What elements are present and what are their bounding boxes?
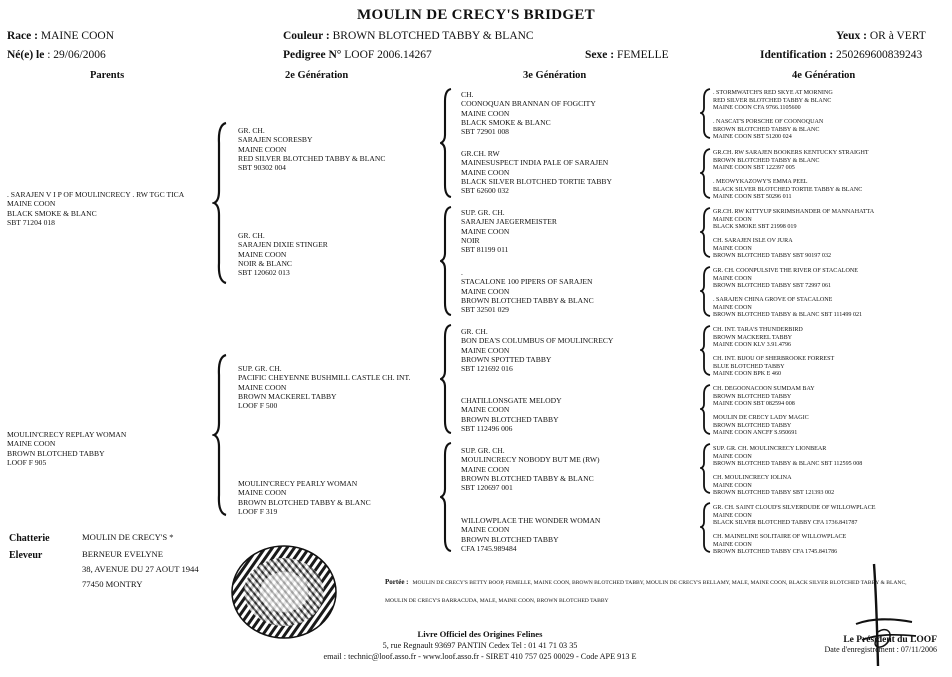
gen3-line: BROWN SPOTTED TABBY — [461, 354, 552, 364]
gen2-line: NOIR & BLANC — [238, 258, 293, 268]
gen4-line: CH. MAINELINE SOLITAIRE OF WILLOWPLACE — [713, 534, 847, 540]
pedigree-number-label: Pedigree N° — [283, 49, 342, 61]
gen3-line: BROWN BLOTCHED TABBY & BLANC — [461, 295, 594, 305]
gen3-line: . — [461, 268, 463, 277]
gen3-line: CH. — [461, 90, 474, 99]
gen4-line: BROWN BLOTCHED TABBY SBT 90197 032 — [713, 253, 832, 260]
gen2-line: LOOF F 500 — [238, 401, 278, 411]
gen4-line: GR. CH. COONPULSIVE THE RIVER OF STACALONE — [713, 268, 858, 274]
pedigree-title: MOULIN DE CRECY'S BRIDGET — [357, 7, 595, 23]
birth-date-value: : 29/06/2006 — [47, 49, 106, 61]
eleveur-address1: 38, AVENUE DU 27 AOUT 1944 — [82, 564, 199, 574]
gen4-line: CH. DEGOONACOON SUMDAM BAY — [713, 386, 815, 392]
footer-org: Livre Officiel des Origines Felines — [417, 629, 543, 639]
gen3-line: SBT 112496 006 — [461, 423, 513, 433]
gen2-line: LOOF F 319 — [238, 506, 278, 516]
gen3-line: SUP. GR. CH. — [461, 446, 505, 455]
gen2-line: SARAJEN SCORESBY — [238, 135, 313, 145]
gen3-line: MAINE COON — [461, 167, 510, 177]
gen4-line: MAINE COON SBT 51200 024 — [713, 134, 792, 141]
gen2-line: MAINE COON — [238, 382, 287, 392]
gen4-line: BROWN BLOTCHED TABBY — [713, 393, 792, 400]
gen4-line: MAINE COON — [713, 216, 752, 223]
gen4-line: . STORMWATCH'S RED SKYE AT MORNING — [713, 90, 833, 96]
birth-date-field — [7, 49, 106, 61]
gen4-line: BLUE BLOTCHED TABBY — [713, 363, 785, 370]
gen4-line: BROWN MACKEREL TABBY — [713, 334, 793, 341]
gen3-line: WILLOWPLACE THE WONDER WOMAN — [461, 516, 601, 525]
gen4-line: BROWN BLOTCHED TABBY SBT 121393 002 — [713, 490, 835, 497]
gen3-line: NOIR — [461, 235, 480, 245]
gen2-line: GR. CH. — [238, 126, 265, 135]
column-header-gen2: 2e Génération — [285, 70, 349, 81]
sire-line: MAINE COON — [7, 199, 56, 209]
eleveur-name: BERNEUR EVELYNE — [82, 549, 164, 559]
birth-date-label: Né(e) le — [7, 49, 45, 61]
gen4-line: BLACK SILVER BLOTCHED TABBY CFA 1736.841787 — [713, 520, 858, 527]
gen3-line: SARAJEN JAEGERMEISTER — [461, 217, 557, 227]
gen3-line: BLACK SMOKE & BLANC — [461, 117, 551, 127]
gen4-line: MAINE COON CFA 9766.1105600 — [713, 105, 801, 112]
gen3-line: GR. CH. — [461, 327, 488, 336]
gen2-line: MAINE COON — [238, 144, 287, 154]
gen4-line: MAINE COON ANCFF S.950691 — [713, 430, 798, 437]
gen3-line: SBT 72901 008 — [461, 127, 509, 137]
gen3-entry — [461, 446, 600, 492]
gen3-entry — [461, 208, 557, 254]
gen4-line: BLACK SMOKE SBT 21998 019 — [713, 224, 797, 231]
gen4-entry — [713, 415, 809, 438]
portee-label: Portée : — [385, 578, 409, 586]
gen3-line: SBT 120697 001 — [461, 483, 513, 493]
sire-line: . SARAJEN V I P OF MOULINCRECY . RW TGC TICA — [7, 190, 185, 199]
gen2-line: SUP. GR. CH. — [238, 364, 282, 373]
gen4-entry — [713, 150, 869, 173]
identification-label: Identification : — [760, 49, 834, 61]
gen3-entry — [461, 396, 562, 433]
pedigree-braces-gen2 — [212, 83, 232, 575]
couleur-label: Couleur : — [283, 30, 330, 42]
gen2-line: MOULIN'CRECY PEARLY WOMAN — [238, 479, 358, 488]
footer-address: 5, rue Regnault 93697 PANTIN Cedex Tel : 01 41 71 03 35 — [382, 641, 578, 650]
gen4-line: GR.CH. RW KITTYUP SKRIMSHANDER OF MANNAHATTA — [713, 209, 875, 215]
yeux-label: Yeux : — [836, 30, 867, 42]
gen2-entry — [238, 364, 410, 410]
portee-text: MOULIN DE CRECY'S BETTY BOOP, FEMELLE, MAINE COON, BROWN BLOTCHED TABBY, MOULIN DE CRECY'S BELLAMY, MALE, MAINE COON, BLACK SILVER BLOTCHED TABBY & BLANC, MOULIN DE CRECY'S BARRACUDA, MALE, MAINE COON, BROWN BLOTCHED TABBY — [385, 580, 907, 604]
gen4-line: CH. SARAJEN ISLE OV JURA — [713, 238, 793, 244]
sire-entry — [7, 190, 184, 227]
eleveur-block — [82, 547, 199, 592]
gen4-line: MAINE COON SBT 50296 011 — [713, 194, 792, 201]
gen4-line: BROWN BLOTCHED TABBY & BLANC — [713, 126, 820, 133]
identification-field — [760, 49, 922, 61]
gen3-line: SBT 62600 032 — [461, 186, 509, 196]
eleveur-address2: 77450 MONTRY — [82, 579, 143, 589]
gen4-line: RED SILVER BLOTCHED TABBY & BLANC — [713, 97, 832, 104]
chatterie-value: MOULIN DE CRECY'S * — [82, 532, 174, 542]
gen3-line: MAINESUSPECT INDIA PALE OF SARAJEN — [461, 158, 609, 168]
gen4-entry — [713, 386, 815, 409]
gen3-line: BROWN BLOTCHED TABBY — [461, 414, 559, 424]
gen4-line: MAINE COON SBT 082594 008 — [713, 401, 795, 408]
dam-line: LOOF F 905 — [7, 457, 47, 467]
gen2-line: SBT 90302 004 — [238, 163, 286, 173]
gen4-line: BROWN BLOTCHED TABBY — [713, 422, 792, 429]
pedigree-braces-gen4 — [700, 83, 714, 563]
gen4-line: MAINE COON — [713, 275, 752, 282]
gen2-line: BROWN BLOTCHED TABBY & BLANC — [238, 497, 371, 507]
column-header-parents: Parents — [90, 70, 125, 81]
dam-line: BROWN BLOTCHED TABBY — [7, 448, 105, 458]
president-block — [790, 635, 937, 654]
gen3-entry — [461, 268, 594, 314]
footer — [220, 629, 740, 662]
gen3-line: MOULINCRECY NOBODY BUT ME (RW) — [461, 455, 600, 465]
gen3-line: MAINE COON — [461, 345, 510, 355]
gen4-line: GR.CH. RW SARAJEN BOOKERS KENTUCKY STRAIGHT — [713, 150, 869, 156]
sexe-value: FEMELLE — [616, 49, 669, 61]
eleveur-label: Eleveur — [9, 550, 43, 561]
sexe-label: Sexe : — [585, 49, 615, 61]
gen4-line: BROWN BLOTCHED TABBY & BLANC — [713, 157, 820, 164]
gen4-entry — [713, 297, 862, 320]
gen3-line: CHATILLONSGATE MELODY — [461, 396, 562, 405]
gen4-line: BROWN BLOTCHED TABBY CFA 1745.841786 — [713, 549, 838, 556]
registration-date-value: 07/11/2006 — [900, 645, 937, 654]
gen2-line: GR. CH. — [238, 231, 265, 240]
dam-line: MAINE COON — [7, 439, 56, 449]
gen3-line: SBT 121692 016 — [461, 364, 513, 374]
gen4-line: CH. MOULINCRECY IOLINA — [713, 475, 792, 481]
loof-stamp-seal-icon — [230, 543, 340, 641]
column-header-gen3: 3e Génération — [523, 70, 587, 81]
gen3-line: MAINE COON — [461, 286, 510, 296]
dam-entry — [7, 430, 126, 467]
gen3-entry — [461, 516, 600, 553]
dam-line: MOULIN'CRECY REPLAY WOMAN — [7, 430, 127, 439]
gen3-line: BON DEA'S COLUMBUS OF MOULINCRECY — [461, 336, 614, 346]
gen4-line: MAINE COON BPK E 460 — [713, 371, 782, 378]
president-label: Le Président du LOOF — [843, 635, 937, 645]
gen2-entry — [238, 231, 328, 277]
registration-date-label: Date d'enregistrement : — [824, 645, 899, 654]
gen2-line: SARAJEN DIXIE STINGER — [238, 240, 328, 250]
litter-section — [385, 571, 925, 607]
gen4-entry — [713, 475, 834, 498]
gen3-line: CFA 1745.989484 — [461, 543, 517, 553]
gen3-entry — [461, 149, 612, 195]
couleur-field — [283, 30, 534, 42]
gen4-entry — [713, 327, 803, 350]
gen2-line: MAINE COON — [238, 488, 287, 498]
gen4-line: MAINE COON — [713, 541, 752, 548]
gen4-line: MAINE COON SBT 122397 005 — [713, 165, 795, 172]
gen2-line: SBT 120602 013 — [238, 268, 290, 278]
sire-line: SBT 71204 018 — [7, 217, 55, 227]
gen4-line: MAINE COON — [713, 453, 752, 460]
chatterie-label: Chatterie — [9, 533, 50, 544]
sexe-field — [585, 49, 669, 61]
gen4-line: CH. INT. TARA'S THUNDERBIRD — [713, 327, 803, 333]
gen3-entry — [461, 327, 613, 373]
gen3-line: MAINE COON — [461, 525, 510, 535]
gen4-entry — [713, 534, 846, 557]
gen4-entry — [713, 119, 823, 142]
gen3-line: BROWN BLOTCHED TABBY — [461, 534, 559, 544]
race-field — [7, 30, 114, 42]
gen4-line: MAINE COON — [713, 304, 752, 311]
gen4-line: . SARAJEN CHINA GROVE OF STACALONE — [713, 297, 833, 303]
race-label: Race : — [7, 30, 38, 42]
gen4-entry — [713, 268, 858, 291]
gen3-line: SBT 32501 029 — [461, 305, 509, 315]
gen4-line: MAINE COON KLV 3.91.4796 — [713, 342, 792, 349]
gen2-line: MAINE COON — [238, 249, 287, 259]
gen3-line: GR.CH. RW — [461, 149, 500, 158]
pedigree-braces-gen3 — [440, 83, 456, 575]
pedigree-number-field — [283, 49, 432, 61]
gen4-line: BLACK SILVER BLOTCHED TORTIE TABBY & BLANC — [713, 186, 863, 193]
gen2-line: PACIFIC CHEYENNE BUSHMILL CASTLE CH. INT. — [238, 373, 411, 383]
race-value: MAINE COON — [40, 30, 114, 42]
gen4-line: BROWN BLOTCHED TABBY SBT 72997 061 — [713, 283, 832, 290]
gen3-line: MAINE COON — [461, 108, 510, 118]
gen2-entry — [238, 479, 371, 516]
gen4-entry — [713, 179, 862, 202]
pedigree-number-value: LOOF 2006.14267 — [344, 49, 432, 61]
yeux-field — [836, 30, 926, 42]
gen4-line: MAINE COON — [713, 482, 752, 489]
gen4-entry — [713, 209, 874, 232]
gen4-line: MOULIN DE CRECY LADY MAGIC — [713, 415, 809, 421]
identification-value: 250269600839243 — [836, 49, 923, 61]
gen3-line: BLACK SILVER BLOTCHED TORTIE TABBY — [461, 176, 612, 186]
gen3-line: SUP. GR. CH. — [461, 208, 505, 217]
gen4-entry — [713, 90, 833, 113]
yeux-value: OR à VERT — [869, 30, 926, 42]
gen2-entry — [238, 126, 385, 172]
gen3-line: COONOQUAN BRANNAN OF FOGCITY — [461, 99, 596, 109]
registration-date — [790, 645, 937, 654]
gen4-line: BROWN BLOTCHED TABBY & BLANC SBT 112595 008 — [713, 461, 863, 468]
gen2-line: RED SILVER BLOTCHED TABBY & BLANC — [238, 153, 386, 163]
gen3-line: MAINE COON — [461, 226, 510, 236]
gen4-line: . NASCAT'S PORSCHE OF COONOQUAN — [713, 119, 824, 125]
footer-contact: email : technic@loof.asso.fr - www.loof.asso.fr - SIRET 410 757 025 00029 - Code APE 913 E — [323, 652, 637, 661]
gen4-line: MAINE COON — [713, 512, 752, 519]
gen4-line: BROWN BLOTCHED TABBY & BLANC SBT 111499 021 — [713, 312, 863, 319]
sire-line: BLACK SMOKE & BLANC — [7, 208, 97, 218]
gen3-line: MAINE COON — [461, 405, 510, 415]
gen3-line: BROWN BLOTCHED TABBY & BLANC — [461, 473, 594, 483]
gen4-line: GR. CH. SAINT CLOUD'S SILVERDUDE OF WILLOWPLACE — [713, 505, 876, 511]
column-header-gen4: 4e Génération — [792, 70, 856, 81]
gen4-entry — [713, 505, 875, 528]
gen4-entry — [713, 446, 862, 469]
gen4-entry — [713, 356, 834, 379]
gen4-line: CH. INT. BIJOU OF SHERBROOKE FORREST — [713, 356, 835, 362]
gen4-entry — [713, 238, 831, 261]
gen3-line: MAINE COON — [461, 464, 510, 474]
gen3-entry — [461, 90, 596, 136]
gen4-line: . MEOWYKAZOWY'S EMMA PEEL — [713, 179, 808, 185]
gen2-line: BROWN MACKEREL TABBY — [238, 391, 337, 401]
gen4-line: SUP. GR. CH. MOULINCRECY LIONBEAR — [713, 446, 827, 452]
gen3-line: STACALONE 100 PIPERS OF SARAJEN — [461, 277, 593, 287]
gen3-line: SBT 81199 011 — [461, 245, 509, 255]
gen4-line: MAINE COON — [713, 245, 752, 252]
couleur-value: BROWN BLOTCHED TABBY & BLANC — [332, 30, 534, 42]
